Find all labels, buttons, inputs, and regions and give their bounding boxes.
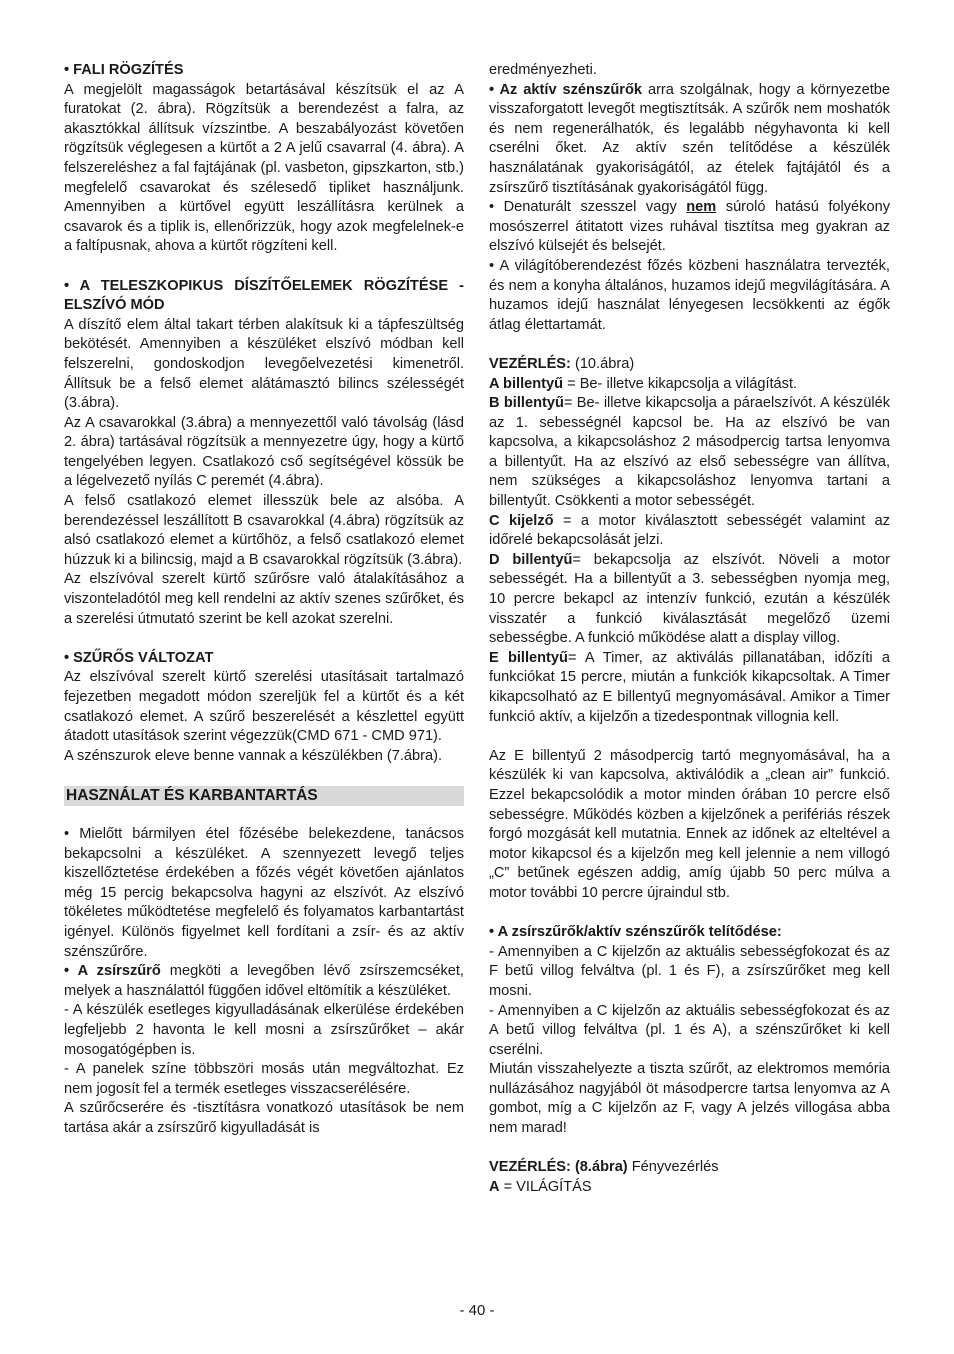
vezerles-8-text: Fényvezérlés xyxy=(627,1159,719,1176)
e-billentyu-paragraph xyxy=(489,649,890,727)
szuros-paragraph-2: A szénszurok eleve benne vannak a készülékben (7.ábra). xyxy=(64,747,443,764)
a-billentyu-text: = Be- illetve kikapcsolja a világítást. xyxy=(563,375,798,392)
teleszkop-heading: • A TELESZKOPIKUS DÍSZÍTŐELEMEK RÖGZÍTÉSE - ELSZÍVÓ MÓD xyxy=(64,277,464,314)
vezerles-ref: (10.ábra) xyxy=(570,355,635,372)
d-billentyu-text: = bekapcsolja az elszívót. Növeli a motor sebességét. Ha a billentyűt a 3. sebességben nyomja meg, 10 percre bekapcl az intenzív funkció, ezután a készülék visszatér a funkció kiválasztását megelőző üzemi sebességbe. A funkció működése alatt a display villog. xyxy=(489,551,890,647)
telitodes-item-3: Miután visszahelyezte a tiszta szűrőt, az elektromos memória nullázásához nagyjából öt másodpercre tartsa lenyomva az A gombot, míg a C kijelzőn az F, vagy A jelzés villogása abba nem marad! xyxy=(489,1061,890,1137)
hasznalat-paragraph: • Mielőtt bármilyen étel főzésébe belekezdene, tanácsos bekapcsolni a készüléket. A szennyezett levegő teljes kiszellőztetése érdekében a főzés végét követően ajánlatos még 15 percig bekapcsolva hagyni az elszívót. Az elszívó tökéletes működtetése megfelelő és folyamatos karbantartást igényel. Különös figyelmet kell fordítani a zsír- és az aktív szénszűrőre. xyxy=(64,825,464,960)
continuation-text: eredményezheti. xyxy=(489,62,597,78)
telitodes-heading: • A zsírszűrők/aktív szénszűrők telítődése: xyxy=(489,924,782,941)
denaturalt-text-a: • Denaturált szesszel vagy xyxy=(489,199,687,216)
vezerles-8-label: VEZÉRLÉS: (8.ábra) xyxy=(489,1159,628,1176)
teleszkop-paragraph-1: A díszítő elem által takart térben alakítsuk ki a tápfeszültség bekötését. Amennyiben a készüléket elszívó módban kell felszerelni, gondoskodjon levegőelvezetési kimenetről. Állítsuk be a felső elemet alátámasztó bilincs szélességét (3.ábra). xyxy=(64,316,464,412)
zsirszuro-detail-3: A szűrőcserére és -tisztításra vonatkozó utasítások be nem tartása akár a zsírszűrő kigyulladását is xyxy=(64,1100,464,1136)
aktiv-szenszuro-text: arra szolgálnak, hogy a környezetbe visszaforgatott levegőt megtisztítsák. A szűrők nem moshatók és nem regenerálhatók, és legalább négyhavonta ki kell cserélni őket. Az aktív szén telítődése a készülék használatának gyakoriságától, az ételek fajtájától és a zsírszűrő tisztításának gyakoriságától függ. xyxy=(489,81,890,196)
left-column xyxy=(64,61,464,1138)
a-billentyu-paragraph xyxy=(489,375,890,395)
page-number: - 40 - xyxy=(459,1302,495,1319)
fali-heading: • FALI RÖGZÍTÉS xyxy=(64,62,184,78)
zsirszuro-detail-2: - A panelek színe többszöri mosás után megváltozhat. Ez nem jogosít fel a termék esetleges visszacserélésére. xyxy=(64,1061,464,1097)
b-billentyu-paragraph xyxy=(489,394,890,512)
teleszkop-paragraph-2: Az A csavarokkal (3.ábra) a mennyezettől való távolság (lásd 2. ábra) tartásával rögzítsük a mennyezetre úgy, hogy a kürtő tengelyében legyen. Csatlakozó cső segítségével kössük be a légelvezető nyílás C peremét (4.ábra). xyxy=(64,414,464,490)
d-billentyu-paragraph xyxy=(489,551,890,649)
telitodes-item-1: - Amennyiben a C kijelzőn az aktuális sebességfokozat és az F betű villog felváltva (pl. 1 és F), a zsírszűrőket meg kell mosni. xyxy=(489,943,890,999)
vilagitas-text: = VILÁGÍTÁS xyxy=(499,1178,592,1195)
szuros-heading: • SZŰRŐS VÁLTOZAT xyxy=(64,649,214,666)
e-billentyu-label: E billentyű xyxy=(489,649,568,666)
vezerles-8-heading xyxy=(489,1158,890,1178)
vilagitas-line xyxy=(489,1178,890,1198)
d-billentyu-label: D billentyű xyxy=(489,551,573,568)
teleszkop-paragraph-4: Az elszívóval szerelt kürtő szűrősre való átalakításához a viszonteladótól meg kell rendelni az aktív szenes szűrőket, és a szerelési útmutató szerint be kell azokat szerelni. xyxy=(64,571,464,627)
c-kijelzo-label: C kijelző xyxy=(489,512,554,529)
szuros-paragraph-1: Az elszívóval szerelt kürtő szerelési utasításait tartalmazó fejezetben megadott módon szereljük fel a kürtőt és a két csatlakozó elemet. A szűrő beszerelését a készlettel együtt átadott utasítások szerint végezzük(CMD 671 - CMD 971). xyxy=(64,669,464,745)
c-kijelzo-text: = a motor kiválasztott sebességét valamint az időrelé bekapcsolását jelzi. xyxy=(489,512,890,549)
zsirszuro-paragraph xyxy=(64,962,464,1001)
vilagito-paragraph: • A világítóberendezést főzés közbeni használatra tervezték, és nem a konyha általános, huzamos idejű megvilágítására. A huzamos idejű használat lényegesen lecsökkenti az égők átlag élettartamát. xyxy=(489,257,890,333)
vilagitas-key: A xyxy=(489,1178,500,1195)
right-column xyxy=(489,61,890,1197)
clean-air-paragraph: Az E billentyű 2 másodpercig tartó megnyomásával, ha a készülék ki van kapcsolva, aktiválódik a „clean air” funkció. Ezzel bekapcsolódik a motor minden órában 10 percre első sebességre. Működés közben a kijelzőnek a perifériás részek forgó mozgását kell mutatnia. Ennek az időnek az elteltével a motor kikapcsol és a kijelzőn meg kell jelennie a nem villogó „C” betűnek egészen addig, amíg újabb 50 perc múlva a motor további 10 percre újraindul stb. xyxy=(489,747,890,901)
denaturalt-nem: nem xyxy=(686,199,717,216)
vezerles-label: VEZÉRLÉS: xyxy=(489,355,571,372)
c-kijelzo-paragraph xyxy=(489,512,890,551)
zsirszuro-text: megköti a levegőben lévő zsírszemcséket, melyek a használattól függően idővel eltömítik a készüléket. xyxy=(64,963,464,999)
zsirszuro-label: • A zsírszűrő xyxy=(64,963,161,980)
b-billentyu-text: = Be- illetve kikapcsolja a páraelszívót. A készülék az 1. sebességnél kapcsol be. Ha az elszívó be van kapcsolva, a kikapcsoláshoz 2 másodpercig tartsa lenyomva a billentyűt. Ha az elszívó az első sebességre van állítva, nem szükséges a kikapcsoláshoz lenyomva tartani a billentyűt. Csökkenti a motor sebességét. xyxy=(489,395,891,510)
section-title: HASZNÁLAT ÉS KARBANTARTÁS xyxy=(64,786,464,806)
aktiv-szenszuro-paragraph xyxy=(489,81,890,199)
a-billentyu-label: A billentyű xyxy=(489,375,564,392)
telitodes-item-2: - Amennyiben a C kijelzőn az aktuális sebességfokozat és az A betű villog felváltva (pl. 1 és A), a szénszűrőket ki kell cserélni. xyxy=(489,1002,890,1058)
denaturalt-paragraph xyxy=(489,198,890,257)
denaturalt-text-b: súroló hatású folyékony mosószerrel átitatott vizes ruhával tisztítsa meg gyakran az elszívó külsejét és belsejét. xyxy=(489,199,890,255)
e-billentyu-text: = A Timer, az aktiválás pillanatában, időzíti a funkciókat 15 percre, miután a funkciók kikapcsoltak. A Timer kikapcsolható az E billentyű megnyomásával. Amikor a Timer funkció aktív, a kijelzőn a tizedespontnak villognia kell. xyxy=(489,649,890,725)
zsirszuro-detail-1: - A készülék esetleges kigyulladásának elkerülése érdekében legfeljebb 2 havonta le kell mosni a zsírszűrőket – akár mosogatógépben is. xyxy=(64,1002,464,1058)
fali-paragraph: A megjelölt magasságok betartásával készítsük el az A furatokat (2. ábra). Rögzítsük a berendezést a falra, az akasztókkal állítsuk vízszintbe. A beszabályozást követően rögzítsük véglegesen a kürtőt a 2 A jelű csavarral (4. ábra). A felszereléshez a fal fajtájának (pl. vasbeton, gipszkarton, stb.) megfelelő csavarokat és szélesedő tipliket használjunk. Amennyiben a kürtővel együtt leszállításra kerülnek a csavarok és a tiplik is, ellenőrizzük, hogy azok megfelelnek-e a faltípusnak, ahova a kürtőt rögzíteni kell. xyxy=(64,81,464,255)
vezerles-heading xyxy=(489,355,890,375)
b-billentyu-label: B billentyű xyxy=(489,395,564,412)
aktiv-szenszuro-label: • Az aktív szénszűrők xyxy=(489,81,642,98)
teleszkop-paragraph-3: A felső csatlakozó elemet illesszük bele az alsóba. A berendezéssel leszállított B csavarokkal (4.ábra) rögzítsük az alsó csatlakozó elemet a kürtőhöz, a felső csatlakozó elemet húzzuk ki a bilincsig, majd a B csavarokkal rögzítsük (3.ábra). xyxy=(64,493,464,568)
